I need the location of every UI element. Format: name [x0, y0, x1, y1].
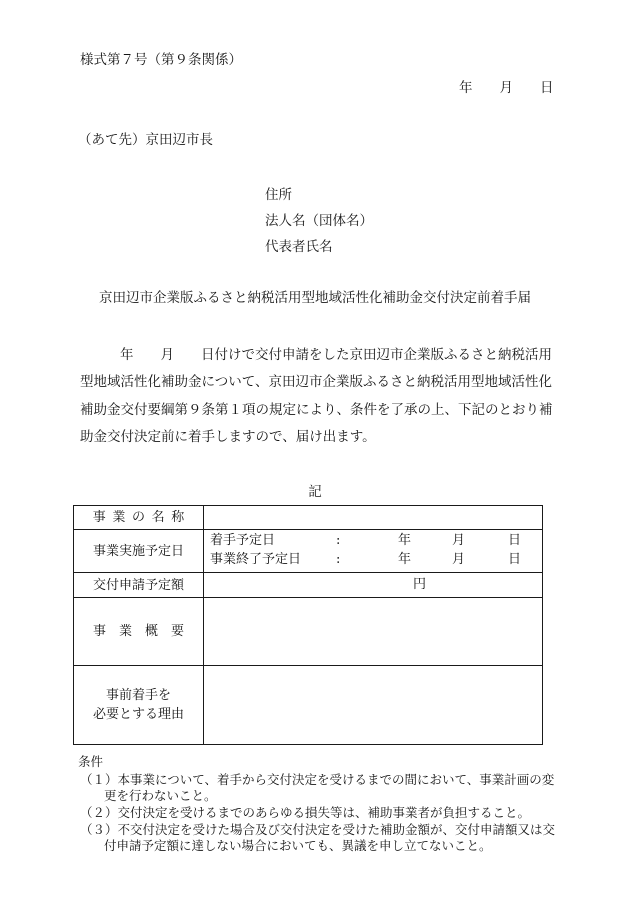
form-number: 様式第７号（第９条関係）	[80, 52, 242, 68]
amount-label: 交付申請予定額	[74, 573, 204, 597]
amount-unit: 円	[413, 577, 427, 592]
condition-number: （１）	[80, 772, 118, 787]
end-date-colon: :	[336, 552, 341, 567]
project-name-row	[74, 506, 542, 530]
form-table	[73, 505, 543, 745]
summary-label: 事 業 概 要	[74, 598, 204, 665]
start-date-year: 年	[398, 533, 412, 548]
end-date-month: 月	[452, 552, 466, 567]
applicant-org-label: 法人名（団体名）	[265, 213, 373, 229]
applicant-address-label: 住所	[265, 187, 292, 203]
summary-row	[74, 598, 542, 666]
summary-value	[204, 598, 542, 665]
amount-value	[204, 573, 542, 597]
condition-number: （３）	[80, 822, 118, 837]
condition-text: 交付決定を受けるまでのあらゆる損失等は、補助事業者が負担すること。	[117, 805, 531, 820]
body-line: 助金交付決定前に着手しますので、届け出ます。	[80, 429, 376, 445]
project-name-value	[204, 506, 542, 529]
start-date-label: 着手予定日	[210, 533, 276, 548]
body-line: 補助金交付要綱第９条第１項の規定により、条件を了承の上、下記のとおり補	[80, 402, 553, 418]
end-date-label: 事業終了予定日	[210, 552, 302, 567]
body-line: 年 月 日付けで交付申請をした京田辺市企業版ふるさと納税活用	[120, 347, 552, 363]
condition-item	[80, 822, 555, 838]
submission-date: 年 月 日	[459, 80, 554, 96]
condition-text: 不交付決定を受けた場合及び交付決定を受けた補助金額が、交付申請額又は交	[117, 822, 556, 837]
reason-label-line: 必要とする理由	[92, 707, 184, 722]
reason-value	[204, 666, 542, 744]
start-date-month: 月	[452, 533, 466, 548]
note-heading: 記	[308, 484, 322, 500]
body-line: 型地域活性化補助金について、京田辺市企業版ふるさと納税活用型地域活性化	[80, 374, 552, 390]
addressee: （あて先）京田辺市長	[78, 132, 213, 148]
form-title: 京田辺市企業版ふるさと納税活用型地域活性化補助金交付決定前着手届	[99, 290, 531, 306]
reason-label	[74, 666, 204, 744]
start-date-day: 日	[508, 533, 522, 548]
schedule-label: 事業実施予定日	[74, 530, 204, 572]
start-date-colon: :	[336, 533, 341, 548]
project-name-label: 事 業 の 名 称	[74, 506, 204, 529]
condition-text: 更を行わないこと。	[104, 788, 217, 803]
amount-row	[74, 573, 542, 598]
reason-row	[74, 666, 542, 744]
schedule-value	[204, 530, 542, 572]
conditions-heading: 条件	[78, 754, 104, 769]
condition-item	[80, 805, 530, 821]
reason-label-line: 事前着手を	[105, 688, 171, 703]
condition-text: 付申請予定額に達しない場合においても、異議を申し立てないこと。	[104, 838, 492, 853]
applicant-representative-label: 代表者氏名	[265, 239, 333, 255]
condition-item	[80, 772, 554, 788]
end-date-day: 日	[508, 552, 522, 567]
end-date-year: 年	[398, 552, 412, 567]
schedule-row	[74, 530, 542, 573]
condition-number: （２）	[80, 805, 118, 820]
condition-text: 本事業について、着手から交付決定を受けるまでの間において、事業計画の変	[117, 772, 555, 787]
